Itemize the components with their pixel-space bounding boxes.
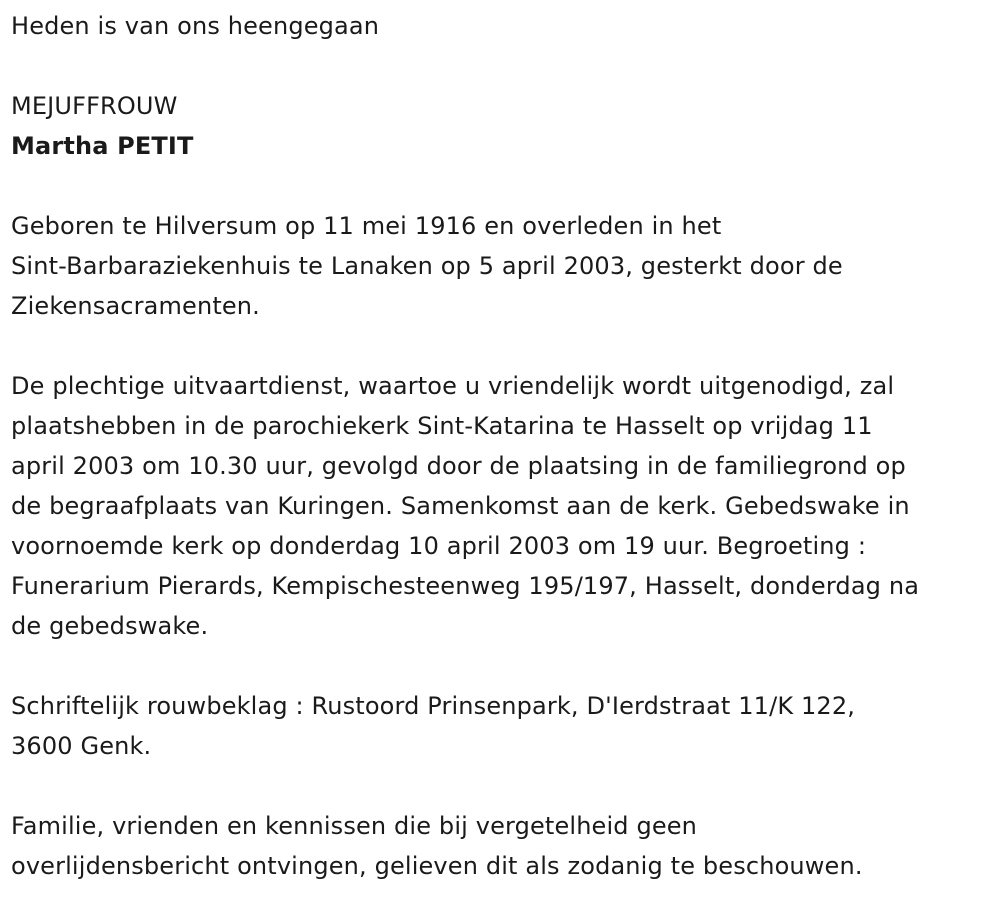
intro-text: Heden is van ons heengegaan: [11, 12, 380, 40]
paragraph-line: Sint-Barbaraziekenhuis te Lanaken op 5 april 2003, gesterkt door de: [11, 252, 843, 280]
spacer: [11, 766, 996, 806]
paragraph-line: Geboren te Hilversum op 11 mei 1916 en overleden in het: [11, 212, 722, 240]
paragraph-line: voornoemde kerk op donderdag 10 april 2003 om 19 uur. Begroeting :: [11, 532, 867, 560]
condolences-paragraph: [11, 686, 996, 766]
paragraph-line: Funerarium Pierards, Kempischesteenweg 195/197, Hasselt, donderdag na: [11, 572, 920, 600]
funeral-paragraph: [11, 366, 996, 646]
paragraph-line: de gebedswake.: [11, 612, 209, 640]
birth-death-paragraph: [11, 206, 996, 326]
paragraph-line: Schriftelijk rouwbeklag : Rustoord Prinsenpark, D'Ierdstraat 11/K 122,: [11, 692, 856, 720]
paragraph-line: overlijdensbericht ontvingen, gelieven dit als zodanig te beschouwen.: [11, 852, 863, 880]
paragraph-line: Familie, vrienden en kennissen die bij vergetelheid geen: [11, 812, 698, 840]
deceased-name: Martha PETIT: [11, 132, 194, 160]
spacer: [11, 166, 996, 206]
closing-paragraph: [11, 806, 996, 886]
spacer: [11, 46, 996, 86]
spacer: [11, 326, 996, 366]
death-notice: [11, 6, 996, 886]
paragraph-line: De plechtige uitvaartdienst, waartoe u vriendelijk wordt uitgenodigd, zal: [11, 372, 895, 400]
paragraph-line: 3600 Genk.: [11, 732, 152, 760]
paragraph-line: Ziekensacramenten.: [11, 292, 260, 320]
honorific: MEJUFFROUW: [11, 92, 178, 120]
spacer: [11, 646, 996, 686]
paragraph-line: april 2003 om 10.30 uur, gevolgd door de plaatsing in de familiegrond op: [11, 452, 906, 480]
paragraph-line: plaatshebben in de parochiekerk Sint-Katarina te Hasselt op vrijdag 11: [11, 412, 873, 440]
paragraph-line: de begraafplaats van Kuringen. Samenkomst aan de kerk. Gebedswake in: [11, 492, 910, 520]
